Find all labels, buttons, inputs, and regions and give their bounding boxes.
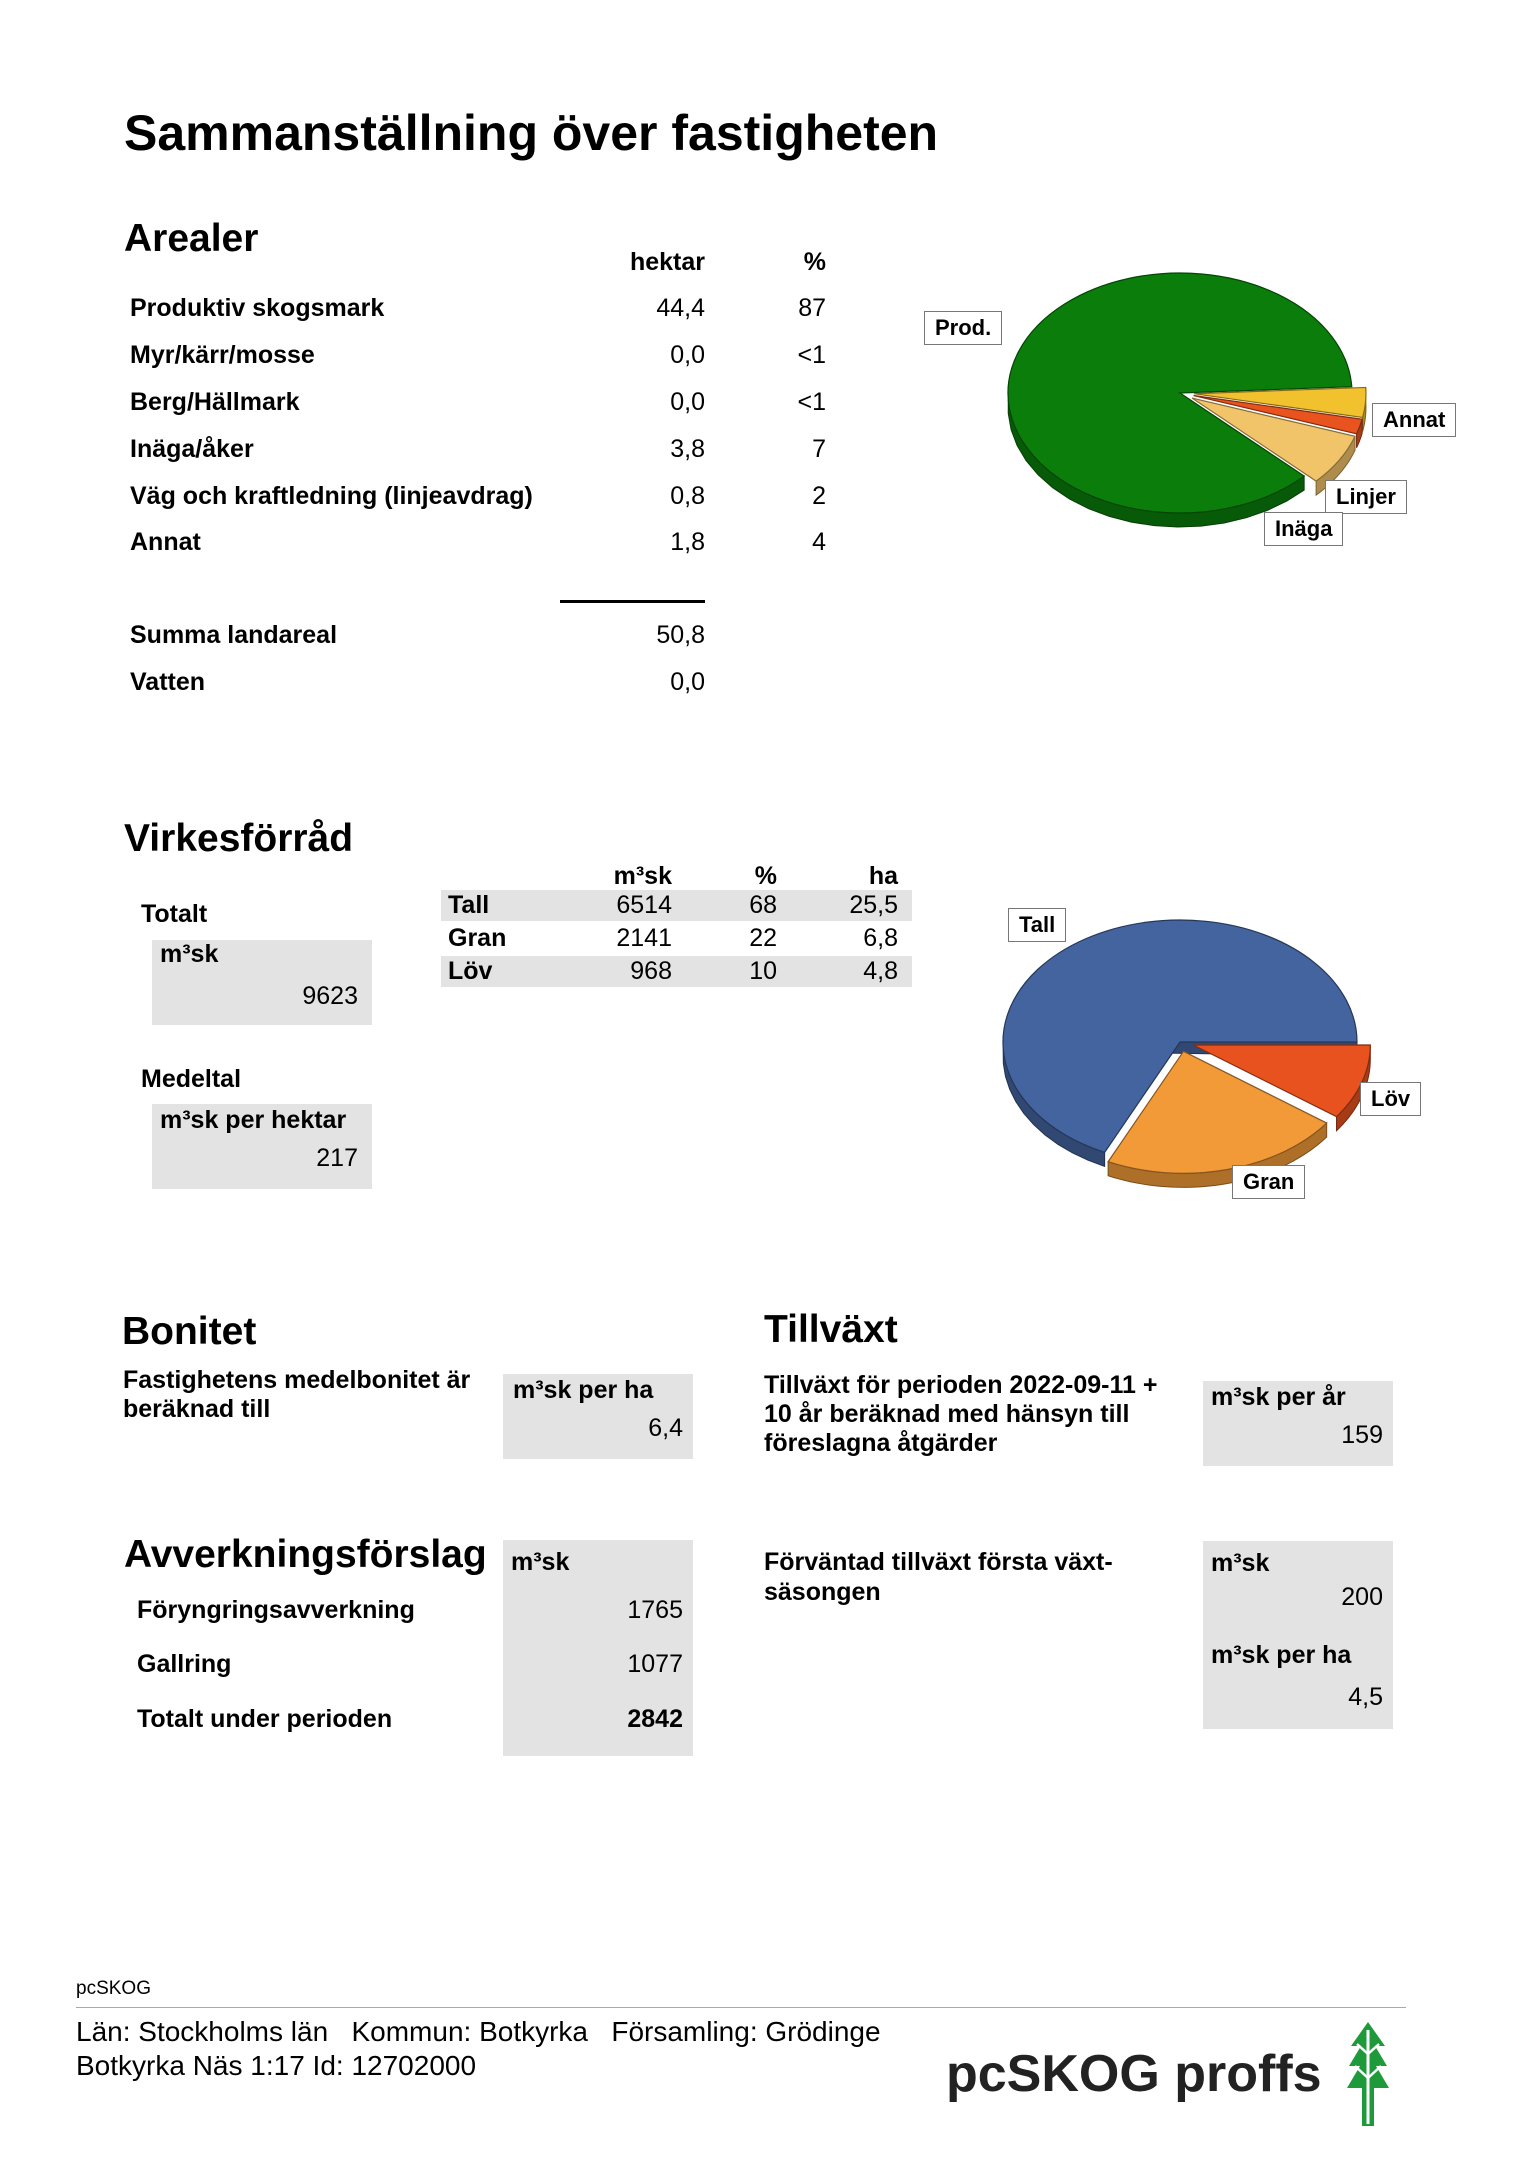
arealer-col-pct: % <box>803 248 826 276</box>
forvantad-value1: 200 <box>1341 1583 1383 1611</box>
avverkning-heading: Avverkningsförslag <box>124 1533 487 1576</box>
virkes-row-m3sk: 6514 <box>616 891 672 919</box>
avverkning-unit: m³sk <box>511 1548 570 1576</box>
arealer-row-pct: 2 <box>812 482 826 510</box>
vatten-label: Vatten <box>130 668 206 696</box>
arealer-row-hektar: 0,8 <box>670 482 705 510</box>
avverkning-row-value: 1077 <box>627 1650 683 1678</box>
pie1-label-inaga: Inäga <box>1264 512 1343 546</box>
medeltal-label: Medeltal <box>141 1065 242 1093</box>
arealer-row-label: Inäga/åker <box>130 435 254 463</box>
virkes-row-m3sk: 968 <box>630 957 672 985</box>
medeltal-box <box>152 1104 372 1189</box>
arealer-row-hektar: 0,0 <box>670 341 705 369</box>
footer-divider <box>76 2007 1406 2008</box>
totalt-value: 9623 <box>302 982 358 1010</box>
footer-logo-text: pcSKOG proffs <box>946 2045 1322 2103</box>
pie2-label-tall: Tall <box>1008 908 1066 942</box>
pie2-label-lov: Löv <box>1360 1082 1421 1116</box>
forvantad-value2: 4,5 <box>1348 1683 1383 1711</box>
tillvaxt-heading: Tillväxt <box>764 1308 898 1351</box>
forvantad-box <box>1203 1541 1393 1729</box>
arealer-row-hektar: 0,0 <box>670 388 705 416</box>
arealer-row-label: Myr/kärr/mosse <box>130 341 315 369</box>
tree-logo-icon <box>1341 2020 1395 2130</box>
virkes-row-ha: 25,5 <box>849 891 898 919</box>
virkes-row-label: Löv <box>448 957 493 985</box>
bonitet-box <box>503 1374 693 1459</box>
virkes-row-pct: 10 <box>749 957 777 985</box>
avverkning-row-label: Totalt under perioden <box>137 1705 393 1733</box>
virkes-row-pct: 68 <box>749 891 777 919</box>
sum-divider <box>560 600 705 603</box>
totalt-label: Totalt <box>141 900 208 928</box>
virkes-pie-chart <box>900 880 1460 1220</box>
virkes-col-ha: ha <box>868 862 898 890</box>
avverkning-row-label: Föryngringsavverkning <box>137 1596 415 1624</box>
bonitet-text: Fastighetens medelbonitet är beräknad till <box>123 1366 471 1423</box>
page-title: Sammanställning över fastigheten <box>124 105 939 161</box>
totalt-box <box>152 940 372 1025</box>
pie2-label-gran: Gran <box>1232 1165 1305 1199</box>
bonitet-value: 6,4 <box>648 1414 683 1442</box>
virkesforrad-heading: Virkesförråd <box>124 817 354 860</box>
footer-software: pcSKOG <box>76 1978 151 1999</box>
tillvaxt-value: 159 <box>1341 1421 1383 1449</box>
virkes-row-ha: 4,8 <box>863 957 898 985</box>
arealer-row-label: Annat <box>130 528 201 556</box>
medeltal-value: 217 <box>316 1144 358 1172</box>
avverkning-row-value: 1765 <box>627 1596 683 1624</box>
arealer-row-pct: 7 <box>812 435 826 463</box>
virkes-col-pct: % <box>754 862 777 890</box>
footer-line1: Län: Stockholms län Kommun: Botkyrka Församling: Grödinge <box>76 2016 881 2047</box>
arealer-row-hektar: 1,8 <box>670 528 705 556</box>
forvantad-unit2: m³sk per ha <box>1211 1641 1352 1669</box>
arealer-row-pct: <1 <box>797 341 826 369</box>
arealer-row-hektar: 44,4 <box>656 294 705 322</box>
virkes-row-m3sk: 2141 <box>616 924 672 952</box>
arealer-row-label: Väg och kraftledning (linjeavdrag) <box>130 482 533 510</box>
virkes-row-ha: 6,8 <box>863 924 898 952</box>
arealer-col-hektar: hektar <box>629 248 705 276</box>
virkes-col-m3sk: m³sk <box>613 862 672 890</box>
totalt-unit: m³sk <box>160 940 219 968</box>
arealer-heading: Arealer <box>124 217 259 260</box>
arealer-row-pct: 87 <box>798 294 826 322</box>
arealer-row-pct: 4 <box>812 528 826 556</box>
avverkning-row-value: 2842 <box>627 1705 683 1733</box>
pie1-label-annat: Annat <box>1372 403 1456 437</box>
virkes-row-pct: 22 <box>749 924 777 952</box>
summa-label: Summa landareal <box>130 621 338 649</box>
footer-line2: Botkyrka Näs 1:17 Id: 12702000 <box>76 2050 477 2081</box>
arealer-row-label: Produktiv skogsmark <box>130 294 385 322</box>
tillvaxt-text: Tillväxt för perioden 2022-09-11 + 10 år beräknad med hänsyn till föreslagna åtgärder <box>764 1371 1158 1457</box>
avverkning-row-label: Gallring <box>137 1650 232 1678</box>
tillvaxt-box <box>1203 1381 1393 1466</box>
bonitet-unit: m³sk per ha <box>513 1376 654 1404</box>
summa-value: 50,8 <box>656 621 705 649</box>
arealer-row-hektar: 3,8 <box>670 435 705 463</box>
virkes-row-label: Tall <box>448 891 490 919</box>
pie1-label-prod: Prod. <box>924 311 1002 345</box>
virkes-row-label: Gran <box>448 924 507 952</box>
arealer-row-pct: <1 <box>797 388 826 416</box>
medeltal-unit: m³sk per hektar <box>160 1106 347 1134</box>
tillvaxt-unit: m³sk per år <box>1211 1383 1346 1411</box>
arealer-row-label: Berg/Hällmark <box>130 388 300 416</box>
bonitet-heading: Bonitet <box>122 1310 257 1353</box>
pie1-label-linjer: Linjer <box>1325 480 1407 514</box>
forvantad-text: Förväntad tillväxt första växt-säsongen <box>764 1548 1113 1606</box>
vatten-value: 0,0 <box>670 668 705 696</box>
forvantad-unit1: m³sk <box>1211 1549 1270 1577</box>
